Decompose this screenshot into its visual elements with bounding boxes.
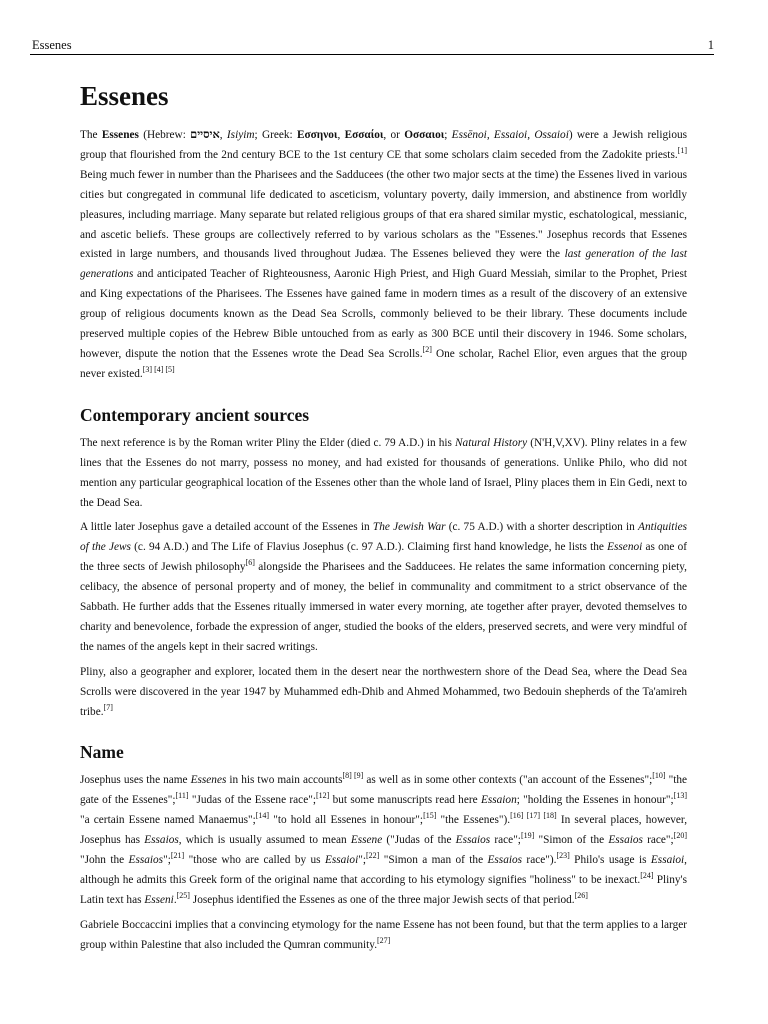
article-body [80, 76, 687, 961]
bold-term: איסיים [190, 129, 220, 141]
italic-term: The Jewish War [372, 521, 446, 534]
citation-reference: [16] [17] [18] [510, 811, 557, 821]
italic-term: Essaios [128, 854, 164, 867]
bold-term: Essenes [101, 129, 139, 141]
italic-term: Essene [350, 834, 383, 847]
sources-paragraph-2: A little later Josephus gave a detailed account of the Essenes in The Jewish War (c. 75 A.D.) with a shorter description in Antiquities of the Jews (c. 94 A.D.) and The Life of Flavius Josephus (c. 97 A.D.). Claiming first hand knowledge, he lists the Essenoi as one of the three sects of Jewish philosophy[6] alongside the Pharisees and the Sadducees. He relates the same information concerning piety, celibacy, the absence of personal property and of money, the belief in communality and commitment to a strict observance of the Sabbath. He further adds that the Essenes ritually immersed in water every morning, ate together after prayer, devoted themselves to charity and benevolence, forbade the expression of anger, studied the books of the elders, preserved secrets, and were very mindful of the names of the angels kept in their sacred writings. [80, 521, 688, 653]
italic-term: last generation of the last generations [80, 248, 687, 281]
italic-term: Essēnoi, Essaioi, Ossaioi [451, 129, 569, 141]
citation-reference: [20] [673, 831, 687, 841]
italic-term: Essaioi [650, 854, 685, 867]
citation-reference: [14] [255, 811, 270, 821]
italic-term: Antiquities of the Jews [80, 521, 687, 554]
citation-reference: [8] [9] [342, 771, 364, 781]
citation-reference: [6] [245, 558, 255, 568]
intro-paragraph: The Essenes (Hebrew: איסיים, Isiyim; Greek: Εσσηνοι, Εσσαίοι, or Οσσαιοι; Essēnoi, Essaioi, Ossaioi) were a Jewish religious group that flourished from the 2nd century BCE to the 1st century CE that some scholars claim seceded from the Zadokite priests.[1] Being much fewer in number than the Pharisees and the Sadducees (the other two major sects at the time) the Essenes lived in various cities but congregated in communal life dedicated to asceticism, voluntary poverty, daily immersion, and abstinence from worldly pleasures, including marriage. Many separate but related religious groups of that era shared similar mystic, eschatological, messianic, and ascetic beliefs. These groups are collectively referred to by various scholars as the "Essenes." Josephus records that Essenes existed in large numbers, and thousands lived throughout Judæa. The Essenes believed they were the last generation of the last generations and anticipated Teacher of Righteousness, Aaronic High Priest, and High Guard Messiah, similar to the Prophet, Priest and King expectations of the Pharisees. The Essenes have gained fame in modern times as a result of the discovery of an extensive group of religious documents known as the Dead Sea Scrolls, commonly believed to be their library. These documents include preserved multiple copies of the Hebrew Bible untouched from as early as 300 BCE until their discovery in 1946. Some scholars, however, dispute the notion that the Essenes wrote the Dead Sea Scrolls.[2] One scholar, Rachel Elior, even argues that the group never existed.[3] [4] [5] [80, 129, 688, 380]
citation-reference: [11] [175, 791, 189, 801]
citation-reference: [23] [556, 851, 570, 861]
article-title: Essenes [80, 81, 169, 111]
citation-reference: [22] [366, 851, 380, 861]
bold-term: Εσσηνοι [296, 129, 338, 141]
italic-term: Essenoi [607, 541, 643, 554]
citation-reference: [24] [640, 871, 654, 880]
citation-reference: [21] [170, 851, 185, 861]
citation-reference: [25] [176, 890, 190, 900]
italic-term: Essaios [608, 834, 643, 847]
italic-term: Natural History [455, 436, 528, 449]
italic-term: Essaion [480, 794, 517, 807]
sources-paragraph-1: The next reference is by the Roman writer Pliny the Elder (died c. 79 A.D.) in his Natural History (N'H,V,XV). Pliny relates in a few lines that the Essenes do not marry, possess no money, and had existed for thousands of generations. Unlike Philo, who did not mention any particular geographical location of the Essenes other than the whole land of Israel, Pliny places them in Ein Gedi, next to the Dead Sea. [80, 436, 688, 509]
page-number: 1 [707, 38, 714, 52]
citation-reference: [26] [574, 890, 588, 900]
section-heading-name: Name [80, 742, 124, 763]
bold-term: Οσσαιοι [404, 129, 445, 141]
citation-reference: [7] [103, 702, 113, 712]
citation-reference: [10] [652, 771, 666, 781]
section-heading-sources: Contemporary ancient sources [80, 404, 310, 425]
name-paragraph-2: Gabriele Boccaccini implies that a convincing etymology for the name Essene has not been found, but that the term applies to a larger group within Palestine that also included the Qumran community.[27] [80, 918, 687, 951]
citation-reference: [12] [315, 791, 330, 801]
citation-reference: [19] [520, 831, 535, 841]
citation-reference: [27] [377, 935, 391, 945]
citation-reference: [1] [677, 145, 687, 155]
name-paragraph-1: Josephus uses the name Essenes in his two main accounts[8] [9] as well as in some other contexts ("an account of the Essenes";[10] "the gate of the Essenes";[11] "Judas of the Essene race";[12] but some manuscripts read here Essaion; "holding the Essenes in honour";[13] "a certain Essene named Manaemus";[14] "to hold all Essenes in honour";[15] "the Essenes").[16] [17] [18] In several places, however, Josephus has Essaios, which is usually assumed to mean Essene ("Judas of the Essaios race";[19] "Simon of the Essaios race";[20] "John the Essaios";[21] "those who are called by us Essaioi";[22] "Simon a man of the Essaios race").[23] Philo's usage is Essaioi, although he admits this Greek form of the original name that according to his etymology signifies "holiness" to be inexact.[24] Pliny's Latin text has Esseni.[25] Josephus identified the Essenes as one of the three major Jewish sects of that period.[26] [80, 771, 688, 906]
italic-term: Essaios [455, 834, 491, 847]
italic-term: Essenes [190, 774, 227, 787]
running-header-title: Essenes [32, 38, 72, 52]
citation-reference: [15] [423, 811, 437, 821]
bold-term: Εσσαίοι [344, 129, 384, 141]
italic-term: Essaios [144, 834, 179, 847]
italic-term: Essaioi [324, 854, 359, 867]
citation-reference: [13] [673, 791, 687, 801]
running-header [30, 36, 714, 55]
italic-term: Essaios [487, 854, 523, 867]
citation-reference: [3] [4] [5] [142, 364, 175, 374]
italic-term: Esseni [144, 893, 174, 906]
sources-paragraph-3: Pliny, also a geographer and explorer, located them in the desert near the northwestern shore of the Dead Sea, where the Dead Sea Scrolls were discovered in the year 1947 by Muhammed edh-Dhib and Ahmed Mohammed, two Bedouin shepherds of the Ta'amireh tribe.[7] [80, 665, 687, 718]
citation-reference: [2] [422, 344, 432, 354]
italic-term: Isiyim [226, 129, 255, 141]
